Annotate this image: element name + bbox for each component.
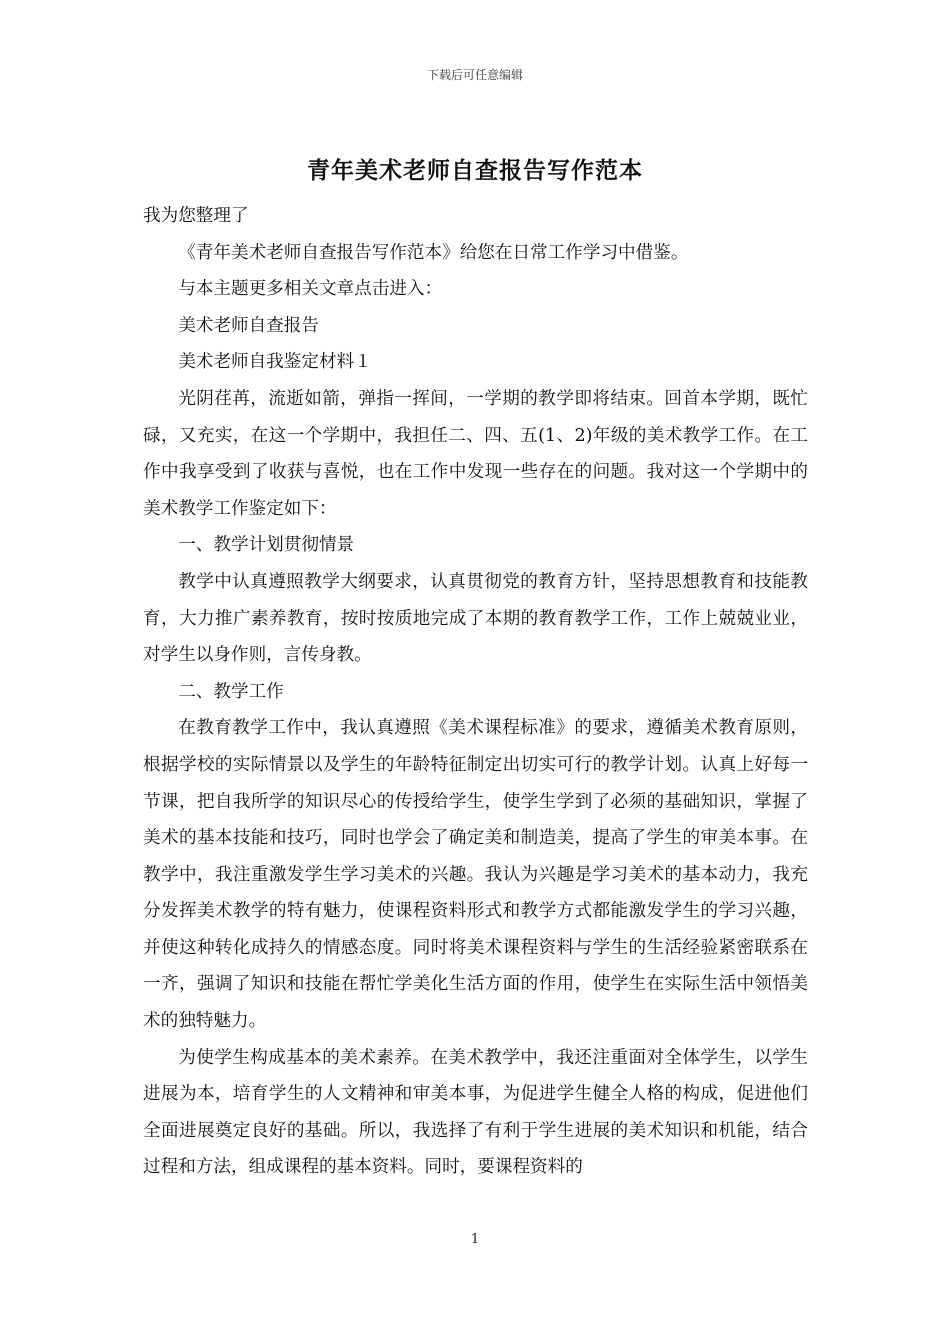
paragraph: 光阴荏苒，流逝如箭，弹指一挥间，一学期的教学即将结束。回首本学期，既忙碌，又充实，在这一个学期中，我担任二、四、五(1、2)年级的美术教学工作。在工作中我享受到了收获与喜悦，也在工作中发现一些存在的问题。我对这一个学期中的美术教学工作鉴定如下： (143, 388, 808, 519)
header-note: 下载后可任意编辑 (426, 68, 523, 82)
paragraph: 《青年美术老师自查报告写作范本》给您在日常工作学习中借鉴。 (178, 242, 689, 263)
page-number: 1 (470, 1232, 480, 1247)
section-heading: 一、教学计划贯彻情景 (178, 535, 355, 556)
paragraph: 教学中认真遵照教学大纲要求，认真贯彻党的教育方针，坚持思想教育和技能教育，大力推广素养教育，按时按质地完成了本期的教育教学工作，工作上兢兢业业，对学生以身作则，言传身教。 (143, 571, 808, 666)
paragraph: 为使学生构成基本的美术素养。在美术教学中，我还注重面对全体学生，以学生进展为本，培育学生的人文精神和审美本事，为促进学生健全人格的构成，促进他们全面进展奠定良好的基础。所以，我选择了有利于学生进展的美术知识和机能，结合过程和方法，组成课程的基本资料。同时，要课程资料的 (143, 1047, 808, 1178)
section-heading: 二、教学工作 (178, 681, 284, 702)
paragraph: 在教育教学工作中，我认真遵照《美术课程标准》的要求，遵循美术教育原则，根据学校的实际情景以及学生的年龄特征制定出切实可行的教学计划。认真上好每一节课，把自我所学的知识尽心的传授给学生，使学生学到了必须的基础知识，掌握了美术的基本技能和技巧，同时也学会了确定美和制造美，提高了学生的审美本事。在教学中，我注重激发学生学习美术的兴趣。我认为兴趣是学习美术的基本动力，我充分发挥美术教学的特有魅力，使课程资料形式和教学方式都能激发学生的学习兴趣，并使这种转化成持久的情感态度。同时将美术课程资料与学生的生活经验紧密联系在一齐，强调了知识和技能在帮忙学美化生活方面的作用，使学生在实际生活中领悟美术的独特魅力。 (143, 718, 808, 1032)
document-body (143, 198, 808, 1186)
paragraph: 与本主题更多相关文章点击进入： (178, 279, 443, 300)
related-link[interactable]: 美术老师自查报告 (178, 315, 319, 336)
related-link[interactable]: 美术老师自我鉴定材料１ (178, 352, 372, 373)
paragraph: 我为您整理了 (143, 206, 249, 226)
document-title: 青年美术老师自查报告写作范本 (307, 157, 643, 184)
